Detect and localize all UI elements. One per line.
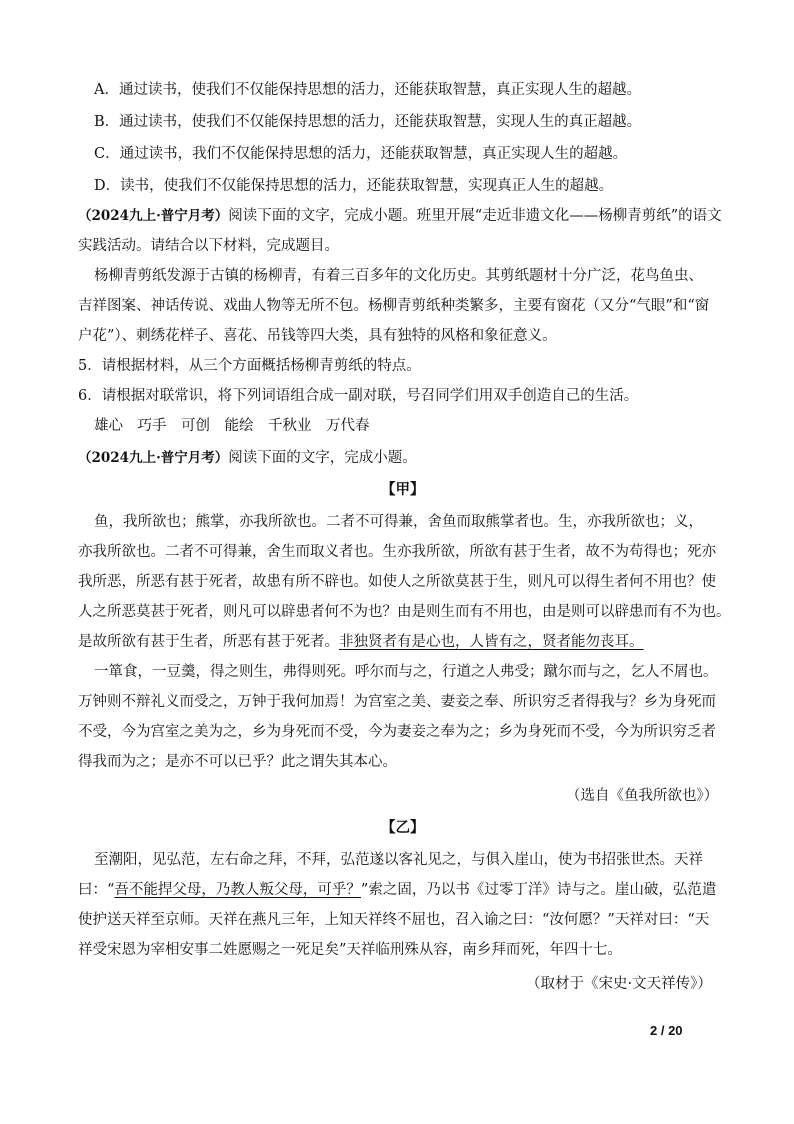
question-6: 6．请根据对联常识，将下列词语组合成一副对联，号召同学们用双手创造自己的生活。 bbox=[78, 388, 639, 404]
passage-jia-line: 得我而为之；是亦不可以已乎？此之谓失其本心。 bbox=[78, 754, 397, 770]
passage-jia-source: （选自《鱼我所欲也》） bbox=[566, 788, 719, 804]
option-b: B．通过读书，使我们不仅能保持思想的活力，还能获取智慧，实现人生的真正超越。 bbox=[94, 114, 642, 130]
section2-source: （2024九上·普宁月考） bbox=[78, 450, 229, 466]
couplet-word: 万代春 bbox=[326, 418, 370, 434]
section1-intro-line2: 实践活动。请结合以下材料，完成题目。 bbox=[78, 238, 339, 254]
passage-jia-line: 鱼，我所欲也；熊掌，亦我所欲也。二者不可得兼，舍鱼而取熊掌者也。生，亦我所欲也；义， bbox=[94, 514, 703, 530]
option-d: D．读书，使我们不仅能保持思想的活力，还能获取智慧，实现真正人生的超越。 bbox=[94, 178, 614, 194]
passage-jia-line: 亦我所欲也。二者不可得兼，舍生而取义者也。生亦我所欲，所欲有甚于生者，故不为苟得也；死亦 bbox=[78, 544, 716, 560]
couplet-word: 雄心 bbox=[94, 418, 123, 434]
underlined-sentence: 非独贤者有是心也，人皆有之，贤者能勿丧耳。 bbox=[339, 634, 644, 650]
question-5: 5．请根据材料，从三个方面概括杨柳青剪纸的特点。 bbox=[78, 358, 421, 374]
couplet-word: 可创 bbox=[181, 418, 210, 434]
passage-yi-line: 使护送天祥至京师。天祥在燕凡三年，上知天祥终不屈也，召入谕之曰：“汝何愿？”天祥对曰：“天 bbox=[78, 912, 710, 928]
material-line-2: 吉祥图案、神话传说、戏曲人物等无所不包。杨柳青剪纸种类繁多，主要有窗花（又分“气眼”和“窗 bbox=[78, 298, 710, 314]
passage-jia-line: 不受，今为宫室之美为之，乡为身死而不受，今为妻妾之奉为之；乡为身死而不受，今为所识穷乏者 bbox=[78, 724, 716, 740]
section1-intro-line1: （2024九上·普宁月考）阅读下面的文字，完成小题。班里开展“走近非遗文化——杨柳青剪纸”的语文 bbox=[78, 208, 722, 224]
passage-jia-title: 【甲】 bbox=[381, 481, 425, 498]
passage-yi-line: 至潮阳，见弘范，左右命之拜，不拜，弘范遂以客礼见之，与俱入崖山，使为书招张世杰。天祥 bbox=[94, 852, 703, 868]
passage-jia-line: 我所恶，所恶有甚于死者，故患有所不辟也。如使人之所欲莫甚于生，则凡可以得生者何不用也？使 bbox=[78, 574, 716, 590]
passage-jia-line: 万钟则不辩礼义而受之，万钟于我何加焉！为宫室之美、妻妾之奉、所识穷乏者得我与？乡为身死而 bbox=[78, 694, 716, 710]
couplet-word: 能绘 bbox=[224, 418, 254, 434]
underlined-sentence: 吾不能捍父母，乃教人叛父母，可乎？ bbox=[114, 882, 361, 898]
material-line-1: 杨柳青剪纸发源于古镇的杨柳青，有着三百多年的文化历史。其剪纸题材十分广泛，花鸟鱼虫、 bbox=[94, 268, 703, 284]
couplet-word-list bbox=[94, 416, 370, 436]
option-c: C．通过读书，我们不仅能保持思想的活力，还能获取智慧，真正实现人生的超越。 bbox=[94, 146, 628, 162]
passage-jia-line: 一箪食，一豆羹，得之则生，弗得则死。呼尔而与之，行道之人弗受；蹴尔而与之，乞人不屑也。 bbox=[94, 664, 718, 680]
passage-yi-source: （取材于《宋史·文天祥传》） bbox=[526, 976, 712, 992]
option-a: A．通过读书，使我们不仅能保持思想的活力，还能获取智慧，真正实现人生的超越。 bbox=[94, 82, 641, 98]
passage-yi-title: 【乙】 bbox=[381, 819, 425, 836]
passage-jia-line: 是故所欲有甚于生者，所恶有甚于死者。非独贤者有是心也，人皆有之，贤者能勿丧耳。 bbox=[78, 634, 644, 650]
passage-yi-line: 曰：“吾不能捍父母，乃教人叛父母，可乎？”索之固，乃以书《过零丁洋》诗与之。崖山破，弘范遣 bbox=[78, 882, 717, 898]
section2-intro: （2024九上·普宁月考）阅读下面的文字，完成小题。 bbox=[78, 450, 417, 466]
material-line-3: 户花”）、刺绣花样子、喜花、吊钱等四大类，具有独特的风格和象征意义。 bbox=[78, 328, 557, 344]
section1-source: （2024九上·普宁月考） bbox=[78, 208, 229, 224]
passage-jia-line: 人之所恶莫甚于死者，则凡可以辟患者何不为也？由是则生而有不用也，由是则可以辟患而有不为也。 bbox=[78, 604, 731, 620]
couplet-word: 千秋业 bbox=[268, 418, 312, 434]
page-number: 2 / 20 bbox=[650, 1023, 683, 1038]
passage-yi-line: 祥受宋恩为宰相安事二姓愿赐之一死足矣”天祥临刑殊从容，南乡拜而死，年四十七。 bbox=[78, 942, 622, 958]
couplet-word: 巧手 bbox=[137, 418, 167, 434]
